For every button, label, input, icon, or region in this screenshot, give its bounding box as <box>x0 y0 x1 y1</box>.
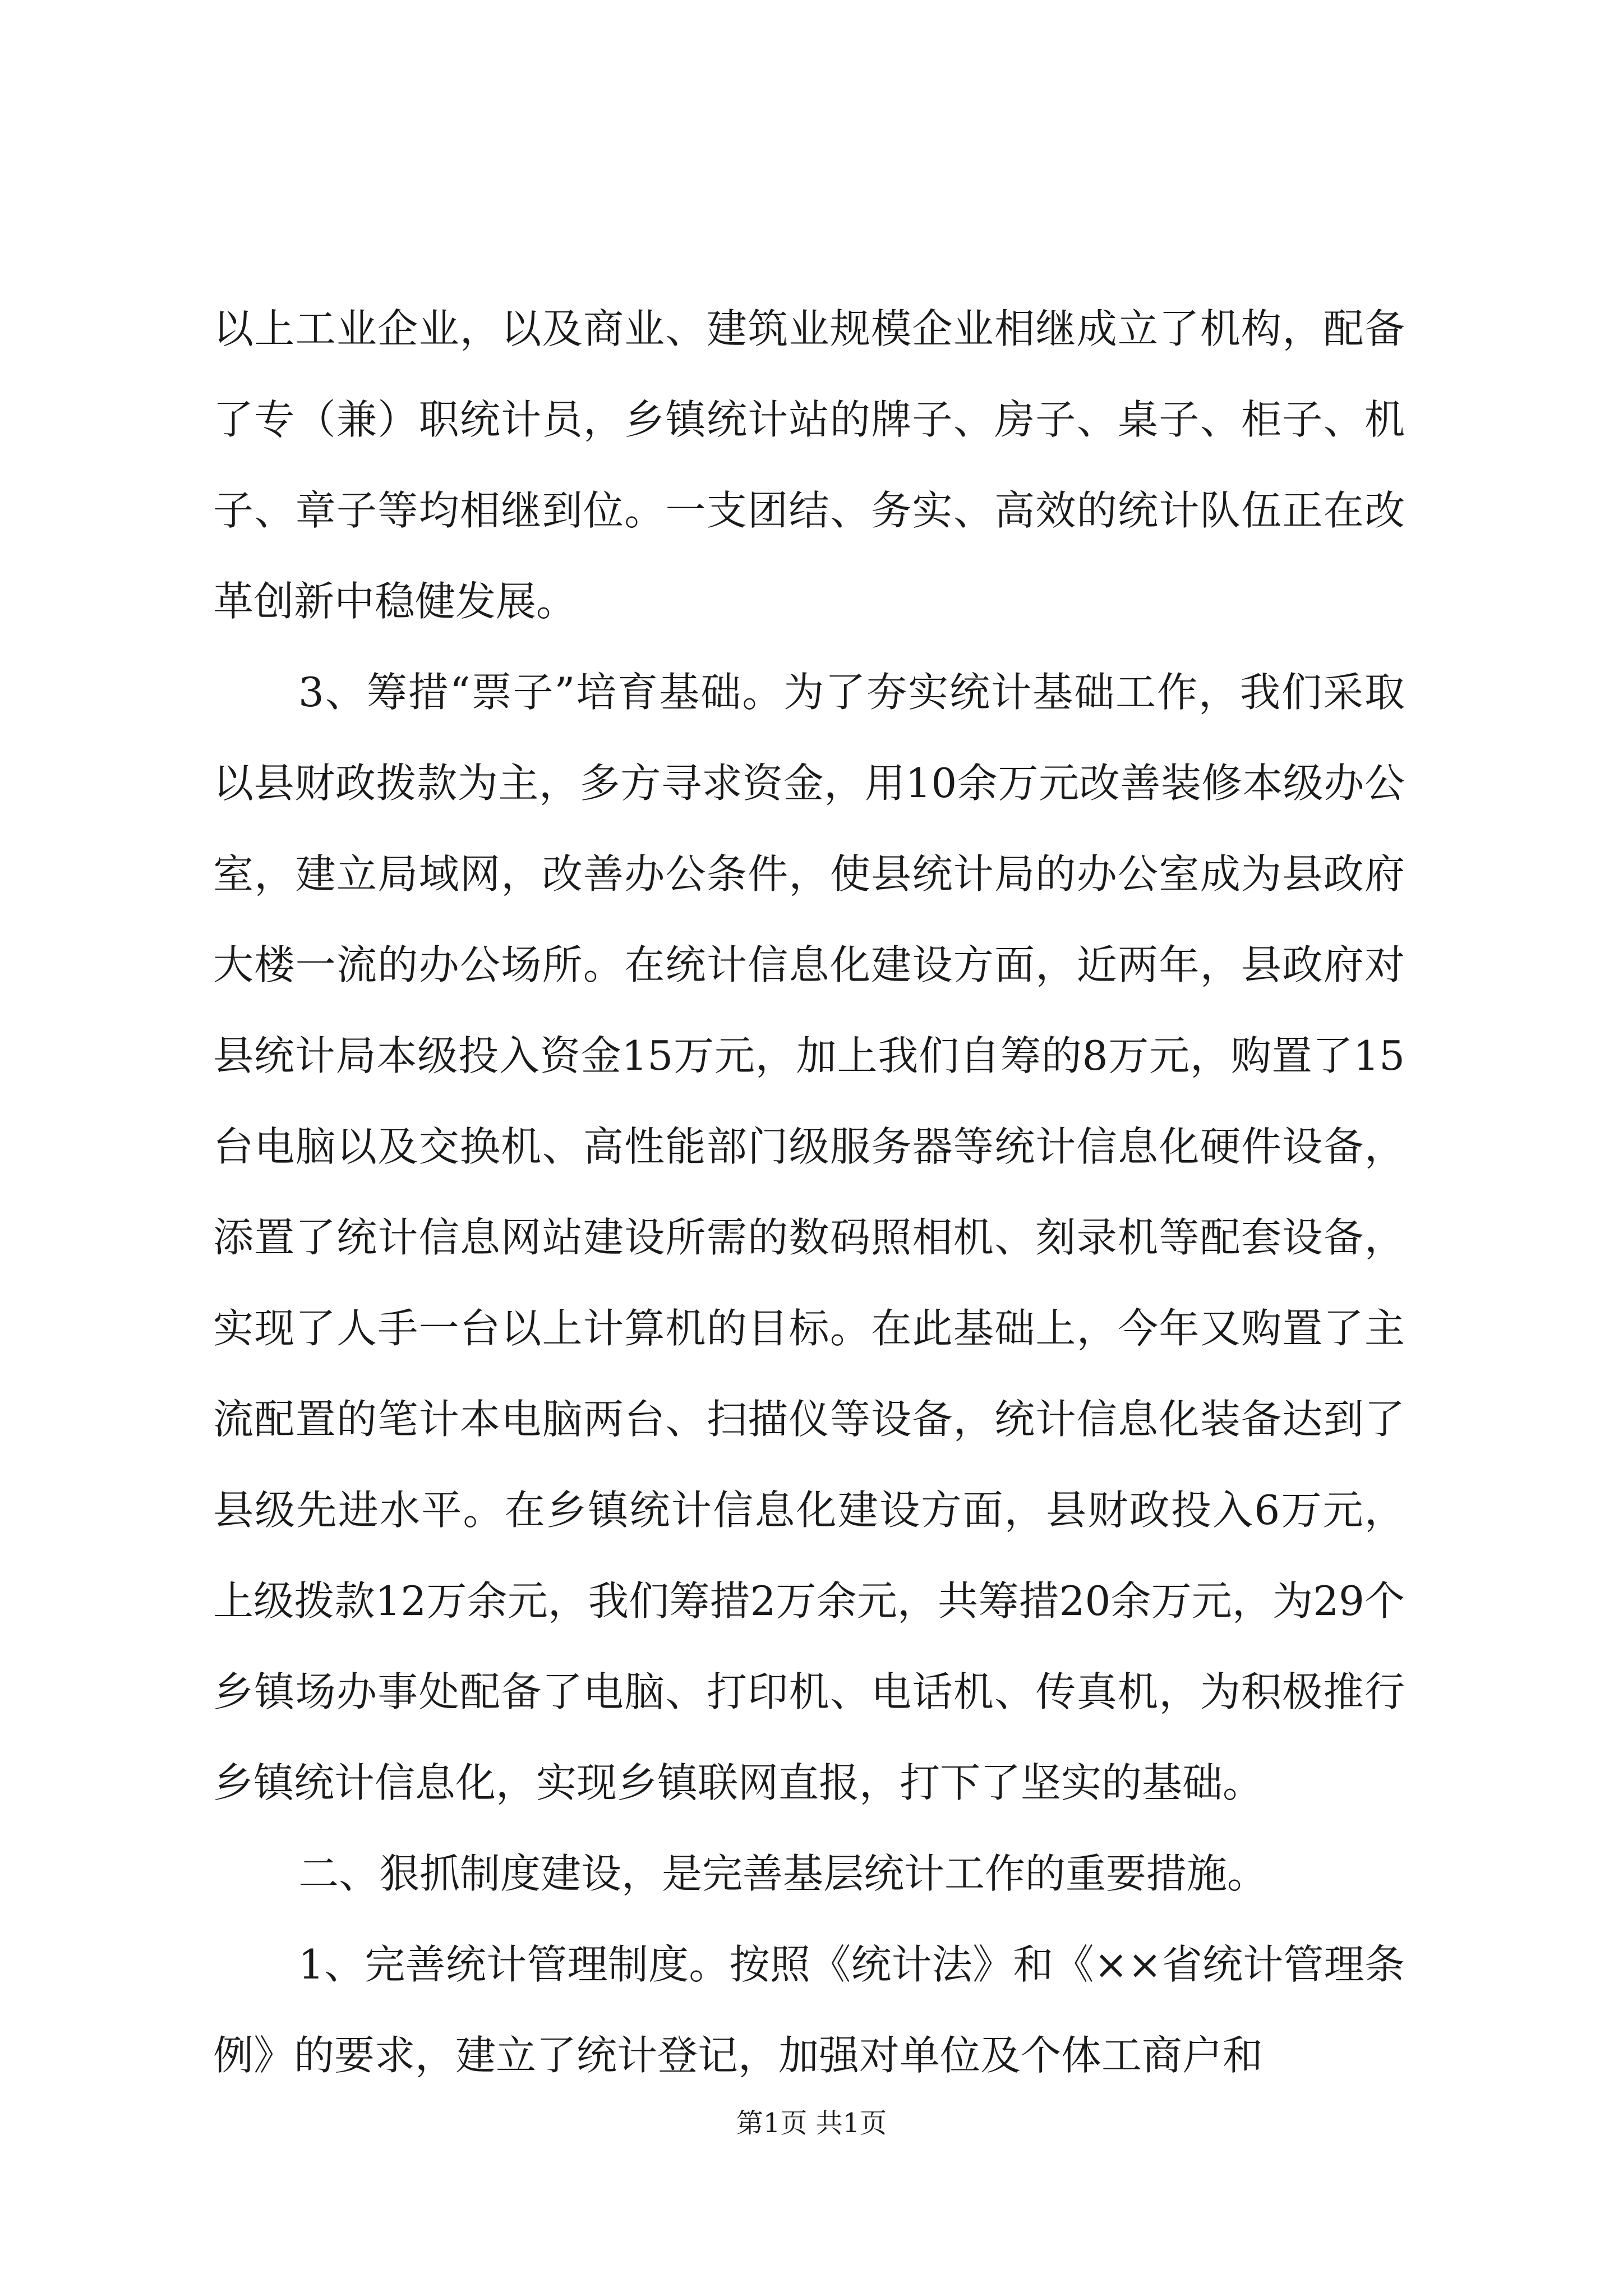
paragraph-4: 1、完善统计管理制度。按照《统计法》和《××省统计管理条例》的要求，建立了统计登记，加强对单位及个体工商户和 <box>213 1941 1405 2079</box>
paragraph-1: 以上工业企业，以及商业、建筑业规模企业相继成立了机构，配备了专（兼）职统计员，乡镇统计站的牌子、房子、桌子、柜子、机子、章子等均相继到位。一支团结、务实、高效的统计队伍正在改革创新中稳健发展。 <box>213 305 1405 625</box>
paragraph-2: 3、筹措“票子”培育基础。为了夯实统计基础工作，我们采取以县财政拨款为主，多方寻求资金，用10余万元改善装修本级办公室，建立局域网，改善办公条件，使县统计局的办公室成为县政府大楼一流的办公场所。在统计信息化建设方面，近两年，县政府对县统计局本级投入资金15万元，加上我们自筹的8万元，购置了15台电脑以及交换机、高性能部门级服务器等统计信息化硬件设备，添置了统计信息网站建设所需的数码照相机、刻录机等配套设备，实现了人手一台以上计算机的目标。在此基础上，今年又购置了主流配置的笔计本电脑两台、扫描仪等设备，统计信息化装备达到了县级先进水平。在乡镇统计信息化建设方面，县财政投入6万元，上级拨款12万余元，我们筹措2万余元，共筹措20余万元，为29个乡镇场办事处配备了电脑、打印机、电话机、传真机，为积极推行乡镇统计信息化，实现乡镇联网直报，打下了坚实的基础。 <box>213 669 1405 1806</box>
page-footer: 第1页 共1页 <box>736 2108 887 2139</box>
paragraph-3: 二、狠抓制度建设，是完善基层统计工作的重要措施。 <box>298 1850 1268 1897</box>
document-body <box>213 283 1405 2101</box>
